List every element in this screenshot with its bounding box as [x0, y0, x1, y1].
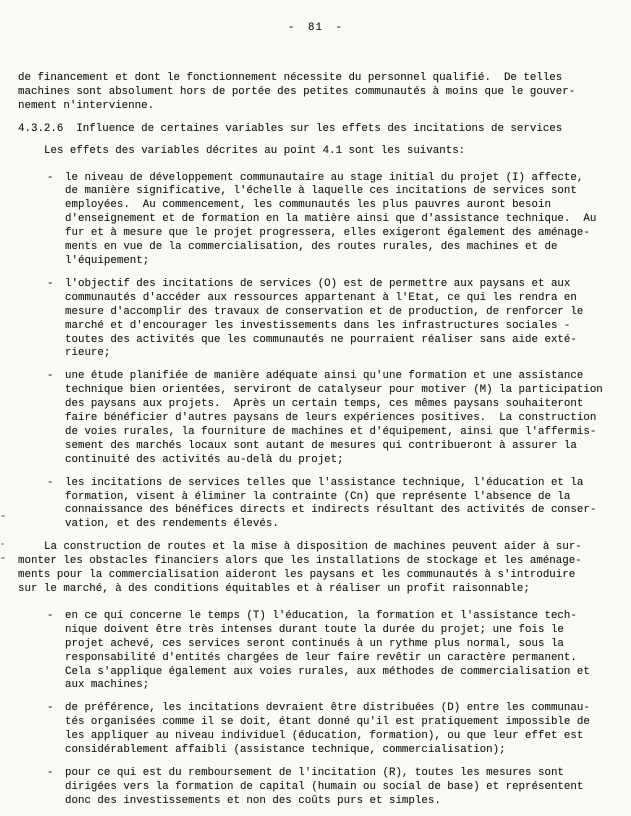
text-line: en ce qui concerne le temps (T) l'éducation, la formation et l'assistance tech-	[65, 609, 577, 622]
text-line: fur et à mesure que le projet progressera, elles exigeront également des aménage-	[65, 227, 590, 240]
bullet-item	[18, 702, 618, 758]
paragraph	[18, 72, 618, 114]
text-line: connaissance des bénéfices directs et indirects résultant des activités de conser-	[65, 504, 597, 517]
scan-artifact	[1, 515, 5, 517]
text-line: vation, et des rendements élevés.	[65, 518, 279, 531]
text-line: des paysans aux projets. Après un certain temps, ces mêmes paysans souhaiteront	[65, 398, 584, 411]
text-line: dirigées vers la formation de capital (humain ou social de base) et représentent	[65, 780, 584, 793]
text-line: machines sont absolument hors de portée des petites communautés à moins que le gouver-	[18, 85, 576, 98]
bullet-text	[65, 370, 618, 467]
text-line: aux machines;	[65, 679, 150, 692]
text-line: de voies rurales, la fourniture de machines et d'équipement, ainsi que l'affermis-	[65, 425, 597, 438]
text-line: les incitations de services telles que l'assistance technique, l'éducation et la	[65, 476, 584, 489]
text-line: Les effets des variables décrites au point 4.1 sont les suivants:	[44, 144, 466, 157]
text-line: mesure d'accomplir des travaux de conservation et de production, de renforcer le	[65, 305, 584, 318]
bullet-item	[18, 370, 618, 467]
scan-artifact	[1, 543, 4, 545]
text-line: rieure;	[65, 347, 111, 360]
bullet-item	[18, 172, 618, 269]
text-line: nique doivent être très intenses durant toute la durée du projet; une fois le	[65, 623, 564, 636]
paragraph	[18, 541, 618, 597]
text-line: nement n'intervienne.	[18, 99, 155, 112]
bullet-dash: -	[47, 702, 54, 715]
document-body	[18, 72, 618, 816]
text-line: tés organisées comme il se doit, étant donné qu'il est pratiquement impossible de	[65, 716, 590, 729]
text-line: communautés d'accéder aux ressources appartenant à l'Etat, ce qui les rendra en	[65, 291, 577, 304]
bullet-item	[18, 477, 618, 533]
bullet-dash: -	[47, 277, 54, 290]
text-line: d'enseignement et de formation en la matière ainsi que d'assistance technique. Au	[65, 213, 597, 226]
text-line: formation, visent à éliminer la contrainte (Cn) que représente l'absence de la	[65, 490, 571, 503]
text-line: technique bien orientées, serviront de catalyseur pour motiver (M) la participation	[65, 384, 603, 397]
bullet-text	[65, 767, 618, 809]
bullet-dash: -	[47, 370, 54, 383]
text-line: de préférence, les incitations devraient être distribuées (D) entre les communau-	[65, 702, 590, 715]
text-line: pour ce qui est du remboursement de l'incitation (R), toutes les mesures sont	[65, 766, 564, 779]
text-line: de financement et dont le fonctionnement nécessite du personnel qualifié. De telles	[18, 72, 563, 84]
text-line: l'équipement;	[65, 254, 150, 267]
section-heading	[18, 123, 618, 137]
text-line: une étude planifiée de manière adéquate ainsi qu'une formation et une assistance	[65, 370, 584, 383]
text-line: les appliquer au niveau individuel (éducation, formation), ou que leur effet est	[65, 730, 584, 743]
bullet-dash: -	[47, 766, 54, 779]
bullet-text	[65, 702, 618, 758]
bullet-dash: -	[47, 609, 54, 622]
text-line: toutes des activités que les communautés ne pourraient réaliser sans aide exté-	[65, 333, 577, 346]
text-line: monter les obstacles financiers alors que les installations de stockage et les aménage-	[18, 555, 582, 568]
text-line: responsabilité d'entités chargées de leur faire revêtir un caractère permanent.	[65, 651, 577, 664]
paragraph	[18, 145, 618, 159]
bullet-item	[18, 278, 618, 361]
bullet-item	[18, 767, 618, 809]
text-line: donc des investissements et non des coûts purs et simples.	[65, 794, 441, 807]
text-line: faire bénéficier d'autres paysans de leurs expériences positives. La construction	[65, 412, 597, 425]
text-line: sement des marchés locaux sont autant de mesures qui contribueront à assurer la	[65, 439, 577, 452]
text-line: continuité des activités au-delà du projet;	[65, 453, 344, 466]
text-line: de manière significative, l'échelle à laquelle ces incitations de services sont	[65, 185, 577, 198]
text-line: 4.3.2.6 Influence de certaines variables sur les effets des incitations de services	[18, 122, 563, 135]
text-line: sur le marché, à des conditions équitables et à réaliser un profit raisonnable;	[18, 583, 530, 595]
bullet-dash: -	[47, 476, 54, 489]
bullet-item	[18, 610, 618, 693]
bullet-dash: -	[47, 171, 54, 184]
text-line: employées. Au commencement, les communautés les plus pauvres auront besoin	[65, 199, 551, 212]
bullet-text	[65, 172, 618, 269]
text-line: considérablement affaibli (assistance technique, commercialisation);	[65, 744, 506, 757]
text-line: projet achevé, ces services seront continués à un rythme plus normal, sous la	[65, 637, 564, 650]
text-line: l'objectif des incitations de services (O) est de permettre aux paysans et aux	[65, 277, 571, 290]
text-line: Cela s'applique également aux voies rurales, aux méthodes de commercialisation et	[65, 665, 590, 678]
text-line: La construction de routes et la mise à disposition de machines peuvent aider à sur-	[44, 541, 582, 554]
text-line: ments pour la commercialisation aideront les paysans et les communautés à s'introduire	[18, 569, 576, 582]
text-line: marché et d'encourager les investissements dans les infrastructures sociales -	[65, 319, 571, 332]
page-number: - 81 -	[288, 22, 343, 34]
text-line: ments en vue de la commercialisation, des routes rurales, des machines et de	[65, 241, 558, 254]
bullet-text	[65, 278, 618, 361]
text-line: le niveau de développement communautaire au stage initial du projet (I) affecte,	[65, 171, 584, 184]
bullet-text	[65, 610, 618, 693]
scan-artifact	[1, 557, 5, 559]
bullet-text	[65, 477, 618, 533]
